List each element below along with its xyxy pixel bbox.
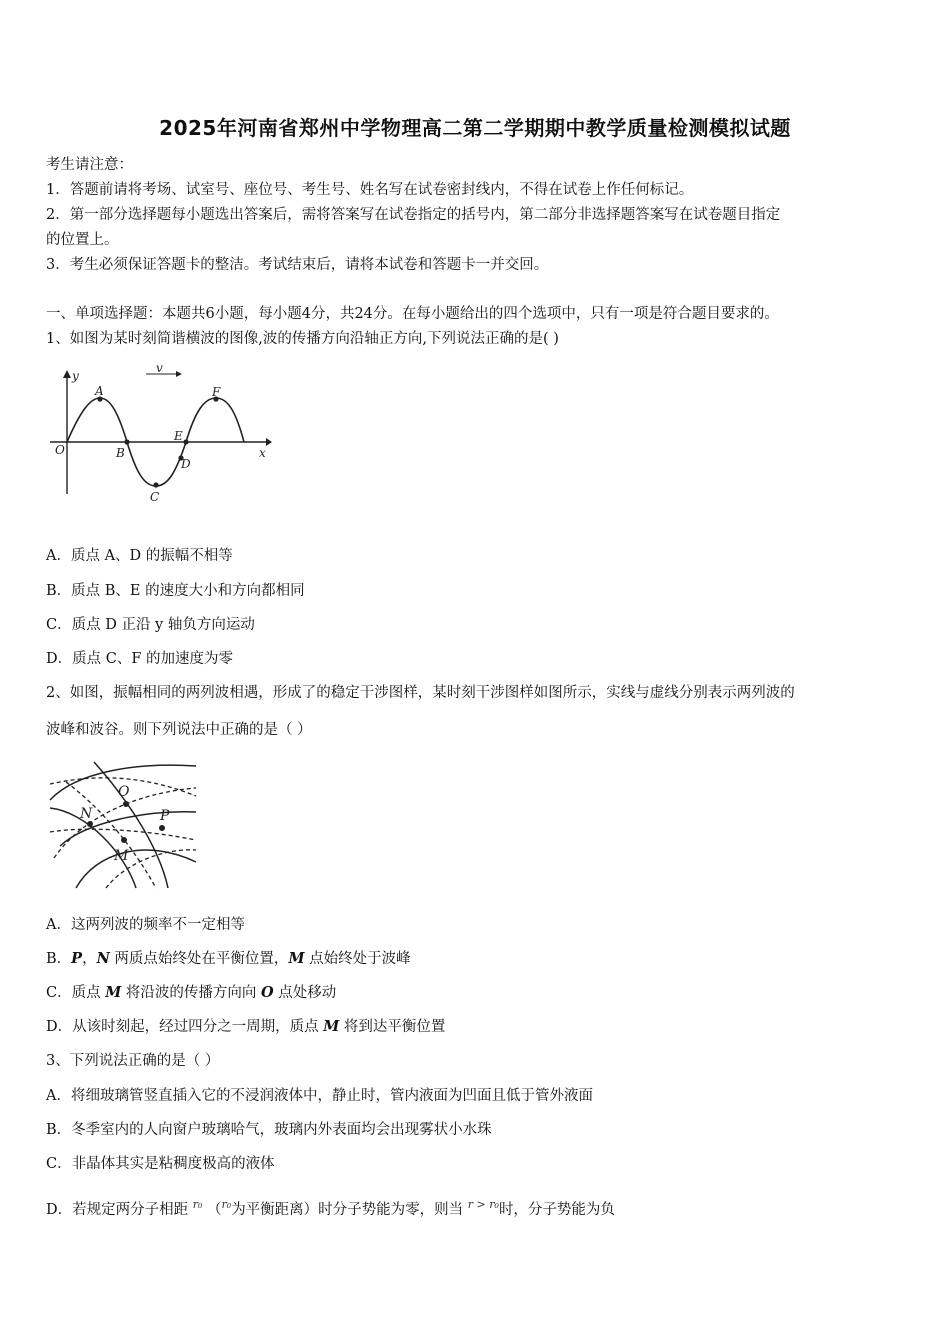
q2-d-prefix: D．从该时刻起，经过四分之一周期，质点 bbox=[46, 1019, 324, 1035]
notice-item-3: 3．考生必须保证答题卡的整洁。考试结束后，请将本试卷和答题卡一并交回。 bbox=[46, 257, 549, 273]
label-d: D bbox=[181, 457, 191, 471]
label-o: O bbox=[118, 784, 130, 800]
q2-option-b bbox=[46, 947, 411, 968]
notice-item-2b: 的位置上。 bbox=[46, 232, 119, 248]
q2-c-mid: 将沿波的传播方向向 bbox=[121, 985, 261, 1001]
y-axis-arrow bbox=[63, 370, 71, 378]
q2-d-m: M bbox=[323, 1018, 340, 1035]
q3-d-r0-symbol: r₀ bbox=[192, 1198, 203, 1212]
label-c: C bbox=[150, 490, 160, 504]
q2-c-prefix: C．质点 bbox=[46, 985, 106, 1001]
q1-option-b: B．质点 B、E 的速度大小和方向都相同 bbox=[46, 583, 305, 599]
q3-d-mid: 为平衡距离）时分子势能为零，则当 bbox=[231, 1202, 464, 1218]
q3-option-a: A．将细玻璃管竖直插入它的不浸润液体中，静止时，管内液面为凹面且低于管外液面 bbox=[46, 1088, 593, 1104]
q2-option-a: A．这两列波的频率不一定相等 bbox=[46, 917, 245, 933]
x-axis-arrow bbox=[266, 438, 272, 446]
q2-d-post: 将到达平衡位置 bbox=[339, 1019, 446, 1035]
notice-heading: 考生请注意： bbox=[46, 157, 133, 173]
label-f: F bbox=[212, 385, 221, 399]
q2-c-post: 点处移动 bbox=[273, 985, 337, 1001]
label-n: N bbox=[80, 806, 93, 822]
q2-interference-figure bbox=[46, 752, 198, 892]
q1-option-c: C．质点 D 正沿 y 轴负方向运动 bbox=[46, 617, 255, 633]
q2-b-m: M bbox=[288, 950, 305, 967]
label-o: O bbox=[55, 443, 65, 457]
q3-option-c: C．非晶体其实是粘稠度极高的液体 bbox=[46, 1156, 275, 1172]
q2-c-o: O bbox=[261, 984, 274, 1001]
label-v: v bbox=[156, 362, 163, 375]
label-x: x bbox=[259, 446, 266, 460]
q2-b-post: 点始终处于波峰 bbox=[304, 951, 411, 967]
section-heading: 一、单项选择题：本题共6小题，每小题4分，共24分。在每小题给出的四个选项中，只有一项是符合题目要求的。 bbox=[46, 306, 779, 322]
point-m bbox=[121, 837, 127, 843]
q1-wave-figure bbox=[48, 362, 273, 512]
q2-stem-b: 波峰和波谷。则下列说法中正确的是（ ） bbox=[46, 722, 312, 738]
point-p bbox=[159, 825, 165, 831]
q3-d-condition: r > r₀ bbox=[467, 1198, 499, 1212]
q1-stem: 1、如图为某时刻简谐横波的图像,波的传播方向沿轴正方向,下列说法正确的是( ) bbox=[46, 331, 559, 347]
q2-b-prefix: B． bbox=[46, 951, 72, 967]
q1-option-d: D．质点 C、F 的加速度为零 bbox=[46, 651, 233, 667]
label-p: P bbox=[160, 808, 170, 824]
label-a: A bbox=[95, 384, 104, 398]
q3-d-prefix: D．若规定两分子相距 bbox=[46, 1202, 189, 1218]
point-o bbox=[123, 801, 129, 807]
q2-b-sep: ， bbox=[82, 951, 97, 967]
label-b: B bbox=[116, 446, 125, 460]
q3-option-d bbox=[46, 1198, 615, 1219]
q2-b-n: N bbox=[96, 950, 110, 967]
notice-item-2a: 2．第一部分选择题每小题选出答案后，需将答案写在试卷指定的括号内，第二部分非选择题答案写在试卷题目指定 bbox=[46, 207, 781, 223]
q3-d-r0-symbol-2: r₀ bbox=[221, 1198, 232, 1212]
notice-item-1: 1．答题前请将考场、试室号、座位号、考生号、姓名写在试卷密封线内，不得在试卷上作任何标记。 bbox=[46, 182, 694, 198]
exam-title: 2025年河南省郑州中学物理高二第二学期期中教学质量检测模拟试题 bbox=[159, 116, 791, 140]
label-e: E bbox=[174, 429, 183, 443]
q2-b-mid: 两质点始终处在平衡位置， bbox=[109, 951, 289, 967]
label-m: M bbox=[114, 848, 129, 864]
solid-arc-3 bbox=[94, 762, 168, 888]
q3-stem: 3、下列说法正确的是（ ） bbox=[46, 1053, 220, 1069]
q3-d-post: 时，分子势能为负 bbox=[498, 1202, 615, 1218]
solid-arc-5 bbox=[76, 850, 196, 888]
q3-option-b: B．冬季室内的人向窗户玻璃哈气，玻璃内外表面均会出现雾状小水珠 bbox=[46, 1122, 492, 1138]
q3-d-paren: （ bbox=[207, 1202, 222, 1218]
velocity-arrowhead bbox=[176, 371, 182, 377]
q2-b-p: P bbox=[71, 950, 83, 967]
q2-stem-a: 2、如图，振幅相同的两列波相遇，形成了的稳定干涉图样，某时刻干涉图样如图所示，实线与虚线分别表示两列波的 bbox=[46, 685, 795, 701]
q2-option-d bbox=[46, 1015, 445, 1036]
q2-option-c bbox=[46, 981, 336, 1002]
point-c bbox=[153, 482, 158, 487]
q2-c-m: M bbox=[105, 984, 122, 1001]
q1-option-a: A．质点 A、D 的振幅不相等 bbox=[46, 548, 233, 564]
point-e bbox=[183, 439, 188, 444]
label-y: y bbox=[72, 369, 79, 383]
point-b bbox=[124, 439, 129, 444]
